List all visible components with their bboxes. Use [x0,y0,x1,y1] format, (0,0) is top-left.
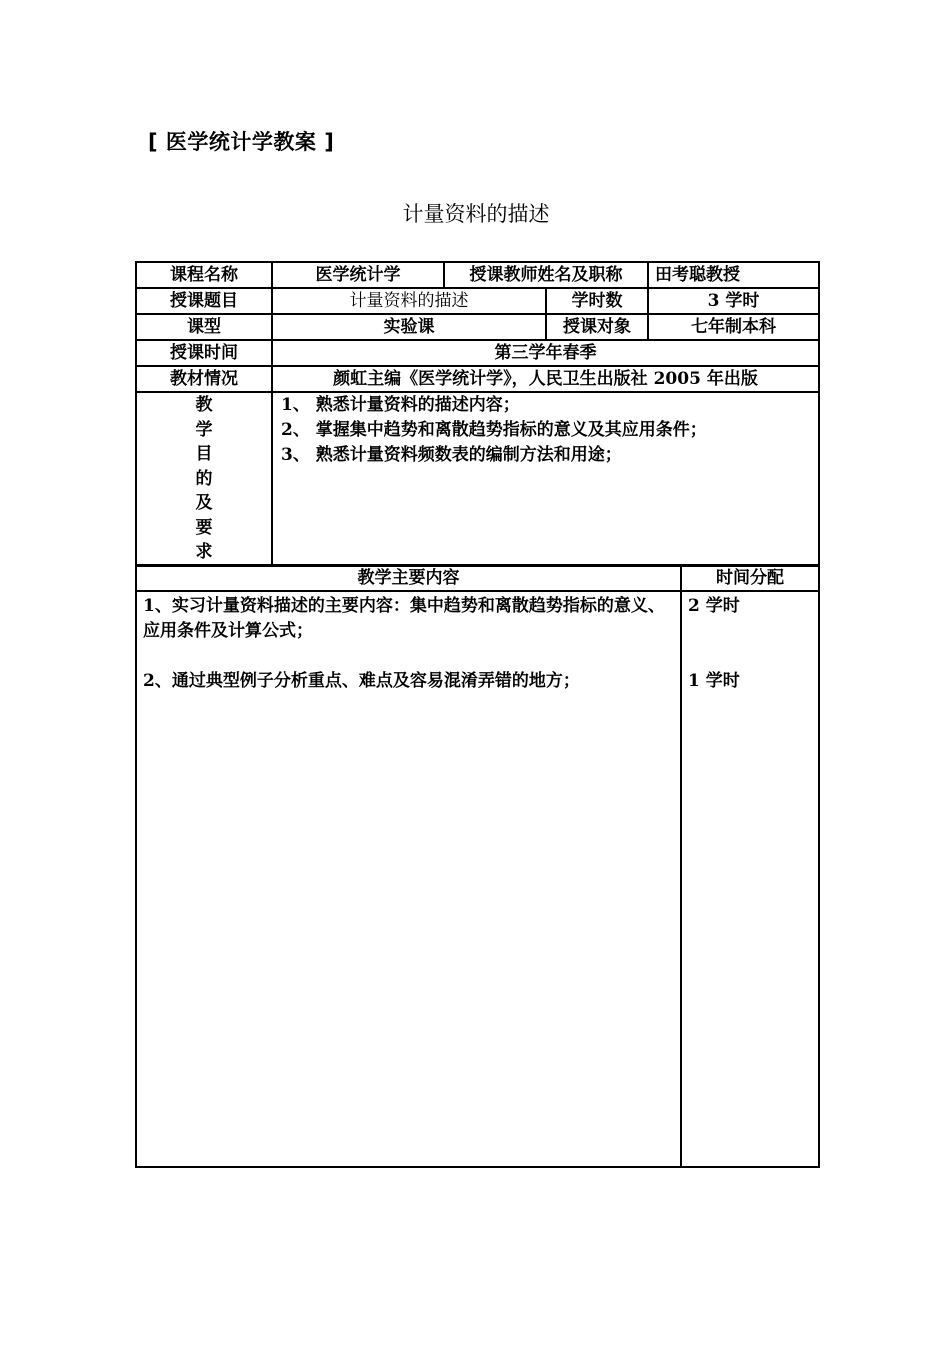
table-row [136,288,819,314]
topic-value: 计量资料的描述 [272,288,546,314]
time-label: 授课时间 [136,340,272,366]
content-item-1: 1、实习计量资料描述的主要内容：集中趋势和离散趋势指标的意义、应用条件及计算公式； [143,596,665,641]
goals-label-char: 的 [195,468,213,489]
content-item-2: 2、通过典型例子分析重点、难点及容易混淆弄错的地方； [143,671,580,691]
hours-label: 学时数 [546,288,648,314]
goals-label-char: 要 [195,517,213,538]
goals-label [136,392,272,566]
content-item-1-hours: 2 学时 [688,596,740,616]
goal-item: 1、 熟悉计量资料的描述内容； [281,395,520,415]
time-allocation-header: 时间分配 [681,565,819,591]
teacher-label: 授课教师姓名及职称 [444,262,648,288]
topic-label: 授课题目 [136,288,272,314]
type-value: 实验课 [272,314,546,340]
course-name-label: 课程名称 [136,262,272,288]
table-row [136,262,819,288]
textbook-value: 颜虹主编《医学统计学》，人民卫生出版社 2005 年出版 [272,366,819,392]
goals-label-char: 教 [195,395,213,415]
goals-label-char: 目 [195,444,213,464]
content-item-2-hours: 1 学时 [688,671,740,691]
course-name-value: 医学统计学 [272,262,444,288]
table-row [136,340,819,366]
goals-label-char: 求 [195,542,213,562]
audience-value: 七年制本科 [648,314,819,340]
teaching-content-table [135,564,820,1168]
table-row [136,565,819,591]
table-row [136,314,819,340]
goal-item: 2、 掌握集中趋势和离散趋势指标的意义及其应用条件； [281,420,707,440]
goals-label-char: 学 [195,419,213,440]
goals-label-char: 及 [195,493,213,513]
textbook-label: 教材情况 [136,366,272,392]
main-content-header: 教学主要内容 [136,565,681,591]
teacher-value: 田考聪教授 [648,262,819,288]
audience-label: 授课对象 [546,314,648,340]
document-header: [ 医学统计学教案 ] [148,130,335,154]
hours-value: 3 学时 [648,288,819,314]
goal-item: 3、 熟悉计量资料频数表的编制方法和用途； [281,445,622,465]
table-row [136,591,819,1167]
course-info-table [135,261,820,567]
main-content-cell [136,591,681,1167]
time-value: 第三学年春季 [272,340,819,366]
table-row [136,392,819,566]
time-allocation-cell [681,591,819,1167]
type-label: 课型 [136,314,272,340]
page-title: 计量资料的描述 [402,202,550,226]
goals-list [272,392,819,566]
table-row [136,366,819,392]
